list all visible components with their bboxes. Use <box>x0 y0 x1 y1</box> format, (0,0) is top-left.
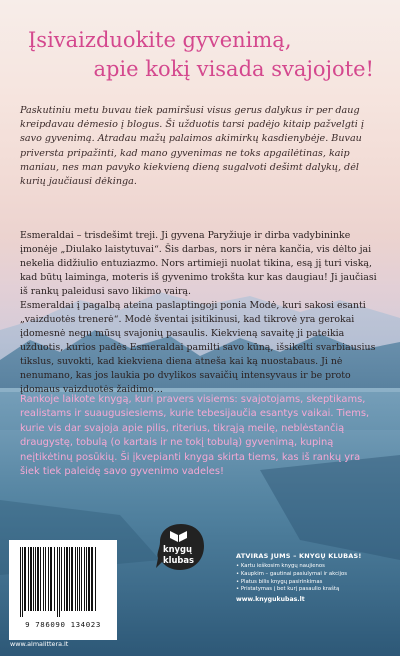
barcode-bar <box>69 547 70 611</box>
barcode-bar <box>57 547 58 617</box>
barcode-bar <box>91 547 93 611</box>
barcode-bar <box>77 547 78 611</box>
barcode-bar <box>22 547 23 617</box>
title-line-1: Įsivaizduokite gyvenimą, <box>28 28 292 52</box>
barcode-bar <box>81 547 82 611</box>
barcode-bar <box>45 547 46 611</box>
barcode-bar <box>33 547 34 611</box>
barcode-bar <box>61 547 62 611</box>
barcode-bar <box>30 547 32 611</box>
barcode-bar <box>66 547 68 611</box>
barcode-bar <box>48 547 49 611</box>
book-club-logo <box>152 520 210 576</box>
list-item: • Pristatymas į bet kurį pasaulio kraštą <box>236 586 396 594</box>
barcode-bar <box>35 547 36 611</box>
publisher-website: www.almalittera.lt <box>10 640 69 648</box>
club-benefits-list <box>236 563 396 594</box>
cover-title <box>20 26 380 84</box>
club-heading: ATVIRAS JUMS – KNYGŲ KLUBAS! <box>236 552 362 560</box>
barcode-bar <box>50 547 52 611</box>
description-paragraph: Esmeraldai – trisdešimt treji. Ji gyvena Paryžiuje ir dirba vadybininke įmonėje „Diulako laistytuvai“. Šis darbas, nors ir nėra kančia, vis dėlto jai nekelia didžiulio entuziazmo. Nors artimieji nuolat tikina, esą jį turi viską, kad būtų laiminga, moteris iš gyvenimo trokšta kur kas daugiau! Ji jaučiasi iš rankų paleidusi savo likimo vairą. <box>20 230 377 297</box>
description-paragraph: Esmeraldai į pagalbą ateina paslaptingoji ponia Modė, kuri sakosi esanti „vaizduotės trenerė“. Modė šventai įsitikinusi, kad tikrovė yra gerokai įdomesnė negu mūsų svajonių pasaulis. Kiekvieną savaitę ji pateikia užduotis, kurios padės Esmeraldai pamilti savo kūną, išsikelti svarbiausius tikslus, suvokti, kad kiekviena diena atneša kai ką nuostabaus. Ji nė nenumano, kas jos laukia po dvylikos savaičių intensyvaus ir be proto įdomaus vaizduotės žaidimo… <box>20 300 376 395</box>
title-line-2: apie kokį visada svajojote! <box>93 57 374 81</box>
barcode-bar <box>37 547 39 611</box>
description <box>20 229 380 397</box>
list-item: • Kaupkim – gautinai pasiulymai ir akcijos <box>236 571 396 579</box>
barcode-bar <box>43 547 44 611</box>
quote-text: Paskutiniu metu buvau tiek pamiršusi visus gerus dalykus ir per daug kreipdavau dėmesio į blogus. Ši užduotis tarsi padėjo kitaip pažvelgti į savo gyvenimą. Atradau mažų palaimos akimirkų kasdienybėje. Buvau priversta pripažinti, kad mano gyvenimas ne toks apgailėtinas, kaip maniau, nes man pavyko kiekvieną dieną sugalvoti dešimt dalykų, dėl kurių jaučiausi dėkinga. <box>20 105 364 188</box>
barcode-bar <box>20 547 21 617</box>
barcode-bar <box>75 547 76 611</box>
barcode-bar <box>59 547 60 617</box>
promo-text: Rankoje laikote knygą, kuri pravers visiems: svajotojams, skeptikams, realistams ir suaugusiesiems, kurie tebesijaučia esantys vaikai. Tiems, kurie vis dar svajoja apie pilis, riterius, tikrąją meilę, neblėstančią draugystę, tobulą (o kartais ir ne tokį tobulą) gyvenimą, kupiną neįtikėtinų posūkių. Ši įkvepianti knyga skirta tiems, kas iš rankų yra šiek tiek paleidę savo gyvenimo vadeles! <box>20 394 370 478</box>
barcode-bar <box>95 547 96 611</box>
barcode-bar <box>28 547 29 611</box>
barcode-number: 9 786090 134023 <box>25 620 101 629</box>
barcode-bar <box>86 547 87 611</box>
barcode-bar <box>54 547 55 611</box>
barcode-bars <box>18 547 108 619</box>
logo-text-line-1: knygų <box>163 544 192 554</box>
club-url: www.knygukubas.lt <box>236 596 305 604</box>
barcode-bar <box>24 547 26 611</box>
list-item: • Kartu ieškosim knygų naujienos <box>236 563 396 571</box>
book-club-info <box>236 552 396 603</box>
list-item: • Platus bilis knygų pasirinkimas <box>236 579 396 587</box>
barcode-bar <box>84 547 85 611</box>
barcode-bar <box>64 547 65 611</box>
isbn-barcode <box>9 540 117 640</box>
logo-text-line-2: klubas <box>163 555 195 565</box>
barcode-bar <box>40 547 41 611</box>
barcode-bar <box>88 547 90 611</box>
barcode-bar <box>71 547 73 611</box>
barcode-bar <box>79 547 80 611</box>
